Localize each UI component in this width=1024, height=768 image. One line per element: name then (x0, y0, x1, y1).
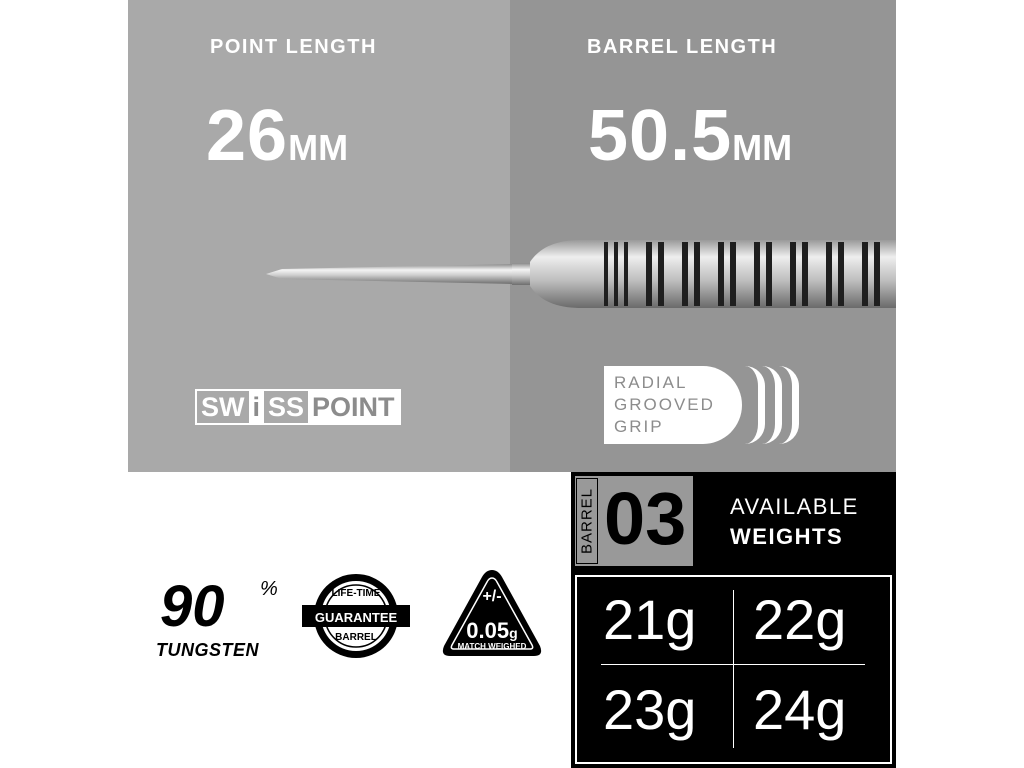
point-length-label: POINT LENGTH (210, 36, 377, 58)
barrel-length-value: 50.5MM (588, 96, 793, 176)
barrel-number: 03 (604, 477, 687, 560)
grip-line-2: GROOVED (614, 395, 715, 414)
swisspoint-logo: SW i SS POINT (195, 389, 401, 425)
grid-v-divider (733, 590, 734, 748)
available-line-1: AVAILABLE (730, 494, 859, 519)
guarantee-bottom-text: BARREL (335, 632, 377, 643)
guarantee-top-text: LIFE-TIME (331, 588, 381, 599)
available-line-2: WEIGHTS (730, 524, 844, 549)
match-value: 0.05g (466, 618, 518, 643)
tungsten-badge (156, 574, 286, 666)
grip-wave-icon (779, 366, 799, 444)
point-length-value: 26MM (206, 96, 349, 176)
barrel-word-box: BARREL (576, 478, 598, 564)
tungsten-label: TUNGSTEN (156, 640, 259, 660)
dart-point (266, 264, 512, 284)
weight-option: 24g (753, 678, 847, 741)
radial-grooved-grip-badge (604, 366, 742, 444)
match-plusminus: +/- (482, 588, 502, 605)
dart-barrel (592, 240, 896, 308)
grip-line-1: RADIAL (614, 373, 688, 392)
grip-line-3: GRIP (614, 417, 664, 436)
tungsten-value: 90 (160, 574, 225, 639)
weight-option: 21g (603, 588, 697, 651)
weight-option: 22g (753, 588, 847, 651)
guarantee-middle-text: GUARANTEE (314, 610, 398, 625)
weight-option: 23g (603, 678, 697, 741)
available-weights-heading (730, 492, 859, 552)
dart-barrel-nose (530, 240, 592, 308)
tungsten-percent: % (260, 578, 278, 600)
barrel-length-label: BARREL LENGTH (587, 36, 778, 58)
dart-image (262, 236, 896, 318)
dart-collar (512, 263, 532, 285)
match-label: MATCH WEIGHED (457, 642, 527, 651)
